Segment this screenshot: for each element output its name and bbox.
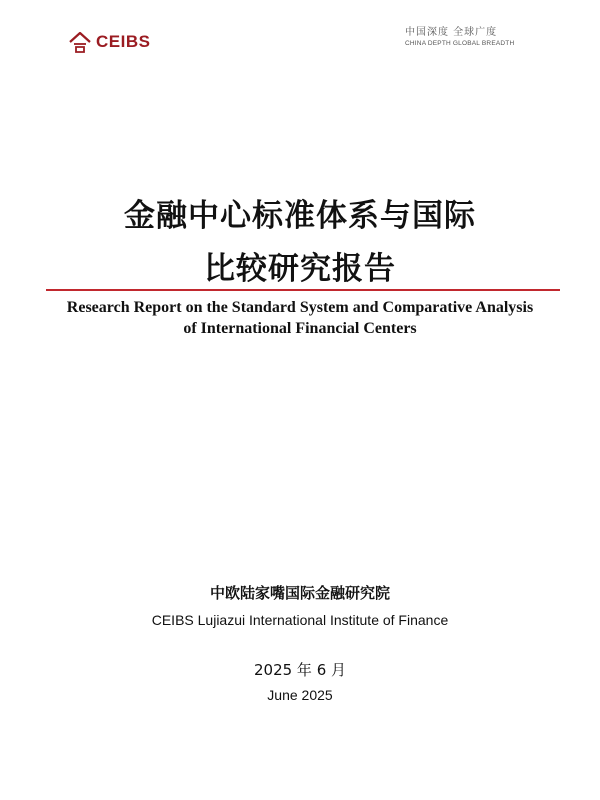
report-title-en-line2: of International Financial Centers (183, 320, 417, 337)
slogan-cn: 中国深度 全球广度 (405, 27, 498, 38)
publication-date-en: June 2025 (267, 687, 333, 703)
report-title-en-line1: Research Report on the Standard System and Comparative Analysis (66, 299, 534, 316)
report-title-en (30, 297, 570, 339)
logo-text: CEIBS (96, 32, 151, 51)
report-title-cn-line1: 金融中心标准体系与国际 (124, 198, 476, 234)
ceibs-emblem-icon (68, 30, 92, 54)
title-divider (46, 289, 560, 291)
slogan (405, 26, 545, 48)
ceibs-logo (68, 28, 150, 56)
institute-name-en: CEIBS Lujiazui International Institute of Finance (151, 612, 449, 628)
institute-name-cn: 中欧陆家嘴国际金融研究院 (209, 584, 390, 602)
publication-date-cn: 2025 年 6 月 (253, 661, 347, 679)
report-title-cn-line2: 比较研究报告 (204, 251, 396, 287)
slogan-en: CHINA DEPTH GLOBAL BREADTH (405, 40, 515, 47)
